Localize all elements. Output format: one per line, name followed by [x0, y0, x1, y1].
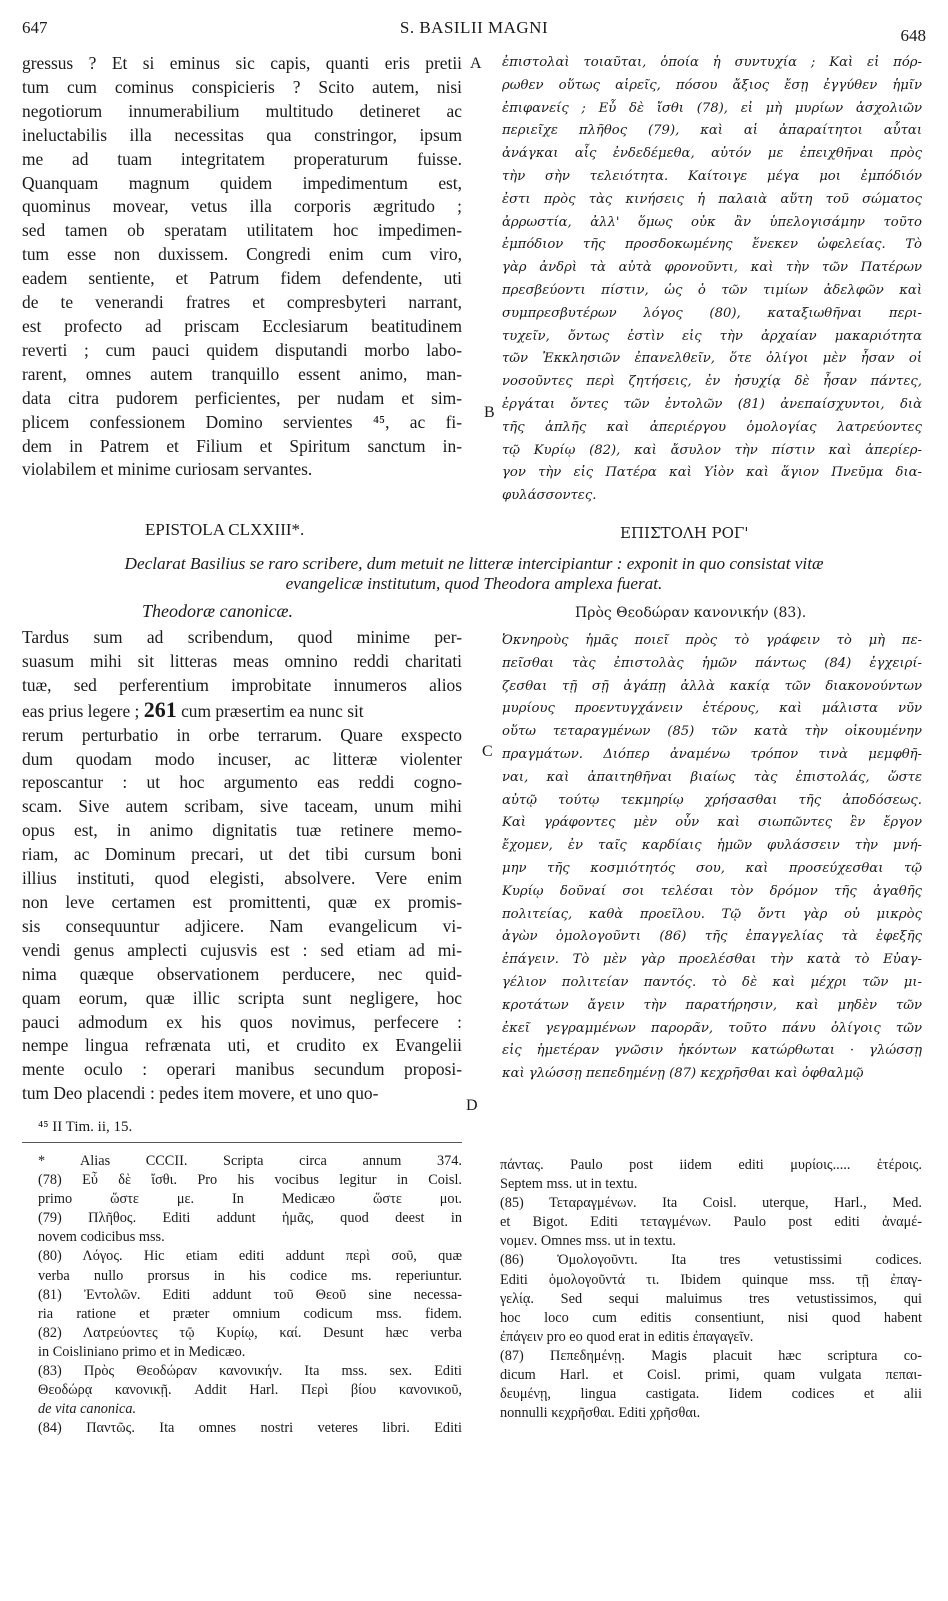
- text-line: tum Deo placendi : pedes item movere, et uno quo-: [22, 1083, 379, 1104]
- page-number-left: 647: [22, 18, 48, 37]
- note-line: de vita canonica.: [38, 1401, 137, 1418]
- text-line: πραγμάτων. Διόπερ ἀναμένω τρόπον τινὰ μεμφθῆ-: [502, 746, 922, 762]
- margin-marker-d: D: [466, 1097, 478, 1114]
- text-line: vendi genus amplecti cujusvis est : sed etiam ad mi-: [22, 939, 462, 960]
- note-line: hoc loco cum editis consentiunt, nisi quod habent: [500, 1309, 922, 1326]
- text-line: quam eorum, quæ illic scripta sunt negligere, hoc: [22, 987, 462, 1008]
- text-line: πρεσβεύοντι πίστιν, ὡς ὁ τῶν τιμίων ἀδελφῶν καὶ: [502, 282, 922, 298]
- body-greek-column: [502, 630, 922, 1086]
- note-line: Θεοδώρᾳ κανονικῇ. Addit Harl. Περὶ βίου κανονικοῦ,: [38, 1382, 462, 1399]
- text-line: Tardus sum ad scribendum, quod minime per-: [22, 627, 462, 647]
- note-line: in Coisliniano primo et in Medicæo.: [38, 1343, 246, 1360]
- note-line: (79) Πλῆθος. Editi addunt ἡμᾶς, quod deest in: [38, 1210, 462, 1227]
- running-title: S. BASILII MAGNI: [399, 18, 549, 37]
- text-line: Κυρίῳ δοῦναί σοι τελέσαι τὸν δρόμον τῆς ἀγαθῆς: [502, 883, 922, 899]
- top-greek-column: [502, 52, 922, 508]
- margin-marker-a: A: [470, 55, 482, 72]
- note-line: (87) Πεπεδημένῃ. Magis placuit hæc scriptura co-: [500, 1347, 922, 1364]
- text-line: ineluctabilis illa necessitas qua constringor, ipsum: [22, 124, 462, 145]
- text-line: πεῖσθαι τὰς ἐπιστολὰς ἡμῶν πάντως (84) ἐγχειρί-: [502, 655, 922, 671]
- column-number: 261: [143, 697, 177, 722]
- text-line: est profecto ad priscam Ecclesiarum beatitudinem: [22, 315, 462, 336]
- text-line: quominus movear, vetus illa corporis ægritudo ;: [22, 196, 462, 217]
- text-line: ἐκεῖ γεγραμμένων παρορᾶν, τοῦτο πάνυ ὀλίγοις τῶν: [502, 1020, 922, 1036]
- epistle-heading-greek: ΕΠΙΣΤΟΛΗ ΡΟΓ': [620, 524, 749, 542]
- text-line: scam. Sive autem scribam, sive taceam, unum mihi: [22, 796, 462, 817]
- text-line: ἐμπόδιον τῆς προσδοκωμένης ἕνεκεν ὠφελείας. Τὸ: [502, 237, 922, 253]
- text-line: data citra pudorem perficientes, per nudam et sim-: [22, 387, 462, 408]
- note-line: (82) Λατρεύοντες τῷ Κυρίῳ, καί. Desunt hæc verba: [38, 1324, 462, 1341]
- note-line: (84) Παντῶς. Ita omnes nostri veteres libri. Editi: [38, 1420, 462, 1437]
- text-line: pauci admodum ex his quos novimus, perfecere :: [22, 1011, 462, 1032]
- footnote-divider: [22, 1142, 462, 1143]
- epistle-summary: [22, 554, 926, 594]
- text-line: sed tamen ob speratam utilitatem hoc impedimen-: [22, 220, 462, 241]
- text-line: μην τῆς κοσμιότητός σου, καὶ προσεύχεσθαι τῷ: [502, 860, 922, 876]
- note-line: * Alias CCCII. Scripta circa annum 374.: [38, 1153, 462, 1169]
- margin-marker-b: B: [484, 404, 495, 421]
- text-line: negotiorum innumerabilium multitudo detineret ac: [22, 100, 462, 121]
- text-line: γον τὴν εἰς Πατέρα καὶ Υἱὸν καὶ ἅγιον Πνεῦμα δια-: [502, 465, 922, 481]
- text-line: τῶν Ἐκκλησιῶν ἐπανελθεῖν, ὅτε ὀλίγοι μὲν ἦσαν οἱ: [502, 351, 922, 367]
- summary-line: Declarat Basilius se raro scribere, dum metuit ne litteræ intercipiantur : exponit in quo consistat vitæ: [124, 554, 824, 573]
- text-line: τῆς ἁπλῆς καὶ ἀπεριέργου ὁμολογίας λατρεύοντες: [502, 419, 922, 435]
- notes-right-column: [500, 1156, 922, 1423]
- text-line: suasum mihi sit litteras meas omnino reddi charitati: [22, 650, 462, 671]
- text-line: sis consequuntur adjicere. Nam evangelicum vi-: [22, 915, 462, 936]
- text-line: τυχεῖν, ὄντως ἐστὶν εἰς τὴν ἀρχαίαν μακαριότητα: [502, 328, 922, 344]
- text-line: εἰς ἡμετέραν γνῶσιν ἡκόντων κατώρθωται · γλώσσῃ: [502, 1043, 922, 1059]
- text-line: πολιτείας, καθὰ προεῖλου. Τῷ ὄντι γὰρ οὐ μικρὸς: [502, 906, 922, 922]
- text-line: ρωθεν οὕτως αἱρεῖς, πόσου ἄξιος ἔσῃ ἐγγύθεν ἡμῖν: [502, 77, 922, 93]
- note-line: verba nullo prorsus in his codice ms. reperiuntur.: [38, 1267, 462, 1284]
- text-line: ἐπάγειν. Τὸ μὲν γὰρ προελέσθαι τὴν κατὰ τὸ Εὐαγ-: [502, 952, 922, 968]
- scripture-footnote: ⁴⁵ II Tim. ii, 15.: [38, 1119, 133, 1135]
- note-line: (81) Ἐντολῶν. Editi addunt τοῦ Θεοῦ sine necessa-: [38, 1286, 462, 1303]
- text-line: γὰρ ἀνδρὶ τὰ αὐτὰ φρονοῦντι, καὶ τὴν τῶν Πατέρων: [502, 260, 922, 276]
- address-latin: Theodoræ canonicæ.: [142, 601, 293, 621]
- note-line: νομεν. Omnes mss. ut in textu.: [500, 1233, 676, 1250]
- text-line: νοσοῦντες περὶ ζητήσεις, ἐν ἡσυχίᾳ δὲ ἦσαν πάντες,: [502, 374, 922, 390]
- note-line: (86) Ὁμολογοῦντι. Ita tres vetustissimi codices.: [500, 1252, 922, 1269]
- text-line: plicem confessionem Domino servientes ⁴⁵, ac fi-: [22, 411, 462, 432]
- text-line: illius instituti, quod elegisti, absolvere. Vere enim: [22, 868, 462, 889]
- text-line-with-marker: [22, 698, 462, 724]
- text-line: dum quodam modo incuser, ac litteræ violenter: [22, 748, 462, 769]
- note-line: (80) Λόγος. Hic etiam editi addunt περὶ σοῦ, quæ: [38, 1248, 462, 1265]
- note-line: novem codicibus mss.: [38, 1229, 165, 1246]
- text-line: eadem sentiente, et Patrum fidem defendente, uti: [22, 268, 462, 289]
- text-line: ἀνάγκαι αἷς ἐνδεδέμεθα, αὐτόν με ἐπειχθῆναι πρὸς: [502, 146, 922, 162]
- text-line: αὐτῷ τούτῳ τεκμηρίῳ χρήσασθαι τῆς ἀποδόσεως.: [502, 792, 922, 808]
- note-line: γελίᾳ. Sed sequi maluimus tres vetustissimos, qui: [500, 1290, 922, 1307]
- text-line: me ad tuam integritatem properaturum fuisse.: [22, 148, 462, 169]
- text-line: περιεῖχε πλῆθος (79), καὶ αἱ ἀπαραίτητοι αὗται: [502, 123, 922, 139]
- text-line: nima quæque observationem perducere, nec quid-: [22, 963, 462, 984]
- body-latin-column: [22, 626, 462, 1106]
- text-line: ἀγὼν ὁμολογοῦντι (86) τῆς ἐπαγγελίας τὰ ἐφεξῆς: [502, 929, 922, 945]
- note-line: primo ὥστε με. In Medicæo ὥστε μοι.: [38, 1191, 462, 1208]
- text-line: non leve certamen est promittenti, quæ ex promis-: [22, 891, 462, 912]
- text-line: riam, ac Dominum precari, ut det tibi cursum boni: [22, 844, 462, 865]
- note-line: et Bigot. Editi τεταγμένων. Paulo post editi ἀναμέ-: [500, 1214, 922, 1231]
- text-line: opus est, in animo dignitatis tuæ retinere memo-: [22, 820, 462, 841]
- note-line: (83) Πρὸς Θεοδώραν κανονικήν. Ita mss. sex. Editi: [38, 1363, 462, 1380]
- running-header: [22, 18, 926, 48]
- text-line: συμπρεσβυτέρων λόγος (80), καταξιωθῆναι περι-: [502, 305, 922, 321]
- text-line: rerum perturbatio in orbe terrarum. Quare exspecto: [22, 724, 462, 745]
- text-line: ἔχομεν, ἐν ταῖς καρδίαις ἡμῶν φυλάσσειν τὴν μνή-: [502, 838, 922, 854]
- text-line: φυλάσσοντες.: [502, 488, 597, 504]
- text-line: tuæ, sed perferentium improbitate innumeros alios: [22, 674, 462, 695]
- text-line: ζεσθαι τῇ σῇ ἀγάπῃ ἀλλὰ κακίᾳ τῶν διακονούντων: [502, 678, 922, 694]
- text-line: ἐπιφανείς ; Εὖ δὲ ἴσθι (78), εἰ μὴ μυρίων ἀσχολιῶν: [502, 100, 922, 116]
- text-line: κροτάτων ἄγειν τὴν παρατήρησιν, καὶ μηδὲν τῶν: [502, 997, 922, 1013]
- text-line: de te venerandi fratres et compresbyteri narrant,: [22, 292, 462, 313]
- top-latin-column: [22, 52, 462, 482]
- text-line: καὶ γλώσσῃ πεπεδημένῃ (87) κεχρῆσθαι καὶ ὀφθαλμῷ: [502, 1066, 864, 1082]
- address-greek: Πρὸς Θεοδώραν κανονικήν (83).: [575, 605, 807, 621]
- text-line: οὕτω τεταραγμένων (85) τῶν κατὰ τὴν οἰκουμένην: [502, 724, 922, 740]
- text-line: τῷ Κυρίῳ (82), καὶ ἄσυλον τὴν πίστιν καὶ ἀπερίερ-: [502, 442, 922, 458]
- text-line: τὴν σὴν τελειότητα. Καίτοιγε μέγα μοι ἐμπόδιόν: [502, 168, 922, 184]
- page-number-right: 648: [900, 26, 926, 45]
- text-line: tum cum cominus conspicieris ? Scito autem, nisi: [22, 76, 462, 97]
- epistle-heading-latin: EPISTOLA CLXXIII*.: [145, 520, 305, 539]
- text-line: reposcantur : ut hoc argumento eas reddi cogno-: [22, 772, 462, 793]
- text-line: nempe lingua refrænata uti, et crudito ex Evangelii: [22, 1035, 462, 1056]
- text-line: Καὶ γράφοντες μὲν οὖν καὶ σιωπῶντες ἓν ἔργον: [502, 815, 922, 831]
- text-line: γέλιον πολιτείαν παντός. τὸ δὲ καὶ μέχρι τῶν μι-: [502, 974, 922, 990]
- note-line: ria ratione et præter omnium codicum mss. fidem.: [38, 1305, 462, 1322]
- notes-left-column: [38, 1152, 462, 1438]
- text-line: mente oculo : operari manibus secundum proposi-: [22, 1059, 462, 1080]
- text-line: rarent, omnes autem tranquillo essent animo, man-: [22, 363, 462, 384]
- note-line: (78) Εὖ δὲ ἴσθι. Pro his vocibus legitur in Coisl.: [38, 1172, 462, 1189]
- note-line: (85) Τεταραγμένων. Ita Coisl. uterque, Harl., Med.: [500, 1195, 922, 1212]
- text-line: tum esse non duxissem. Congredi enim cum viro,: [22, 244, 462, 265]
- note-line: ἐπάγειν pro eo quod erat in editis ἐπαγαγεῖν.: [500, 1328, 754, 1345]
- text-line: μυρίους προεντυγχάνειν ἑτέρους, καὶ μάλιστα νῦν: [502, 701, 922, 717]
- text-line: ἐργάται ὄντες τῶν ἐντολῶν (81) ἀνεπαίσχυντοι, διὰ: [502, 396, 922, 412]
- text-line: Quanquam magnum quidem impedimentum est,: [22, 172, 462, 193]
- note-line: Editi ὁμολογοῦντά τι. Ibidem quinque mss. τῇ ἐπαγ-: [500, 1271, 922, 1288]
- note-line: Septem mss. ut in textu.: [500, 1176, 638, 1193]
- text-line: Ὀκνηροὺς ἡμᾶς ποιεῖ πρὸς τὸ γράφειν τὸ μὴ πε-: [502, 633, 922, 648]
- text-line: ἀρρωστία, ἀλλ' ὅμως οὐκ ἂν ὑπελογισάμην τοῦτο: [502, 214, 922, 230]
- note-line: dicum Harl. et Coisl. primi, quam vulgata πεπαι-: [500, 1367, 922, 1384]
- margin-marker-c: C: [482, 743, 493, 760]
- text-line: ναι, καὶ ἀπαιτηθῆναι βιαίως τὰς ἐπιστολάς, ὥστε: [502, 769, 922, 785]
- text-line: reverti ; cum pauci quidem disputandi morbo labo-: [22, 339, 462, 360]
- text-segment: eas prius legere ;: [22, 700, 140, 721]
- note-line: δευμένῃ, lingua castigata. Iidem codices et alii: [500, 1386, 922, 1403]
- text-line: violabilem et minime curiosam servantes.: [22, 459, 313, 480]
- note-line: πάντας. Paulo post iidem editi μυρίοις..... ἑτέροις.: [500, 1157, 922, 1173]
- note-line: nonnulli κεχρῆσθαι. Editi χρῆσθαι.: [500, 1405, 701, 1422]
- text-line: gressus ? Et si eminus sic capis, quanti eris pretii: [22, 53, 462, 73]
- summary-line: evangelicæ institutum, quod Theodora amplexa fuerat.: [285, 574, 663, 593]
- text-line: ἐπιστολαὶ τοιαῦται, ὁποία ἡ συντυχία ; Καὶ εἰ πόρ-: [502, 55, 922, 70]
- text-segment: cum præsertim ea nunc sit: [181, 700, 364, 721]
- text-line: ἐστι πρὸς τὰς κινήσεις ἡ παλαιὰ αὕτη τοῦ σώματος: [502, 191, 922, 207]
- text-line: dem in Patrem et Filium et Spiritum sanctum in-: [22, 435, 462, 456]
